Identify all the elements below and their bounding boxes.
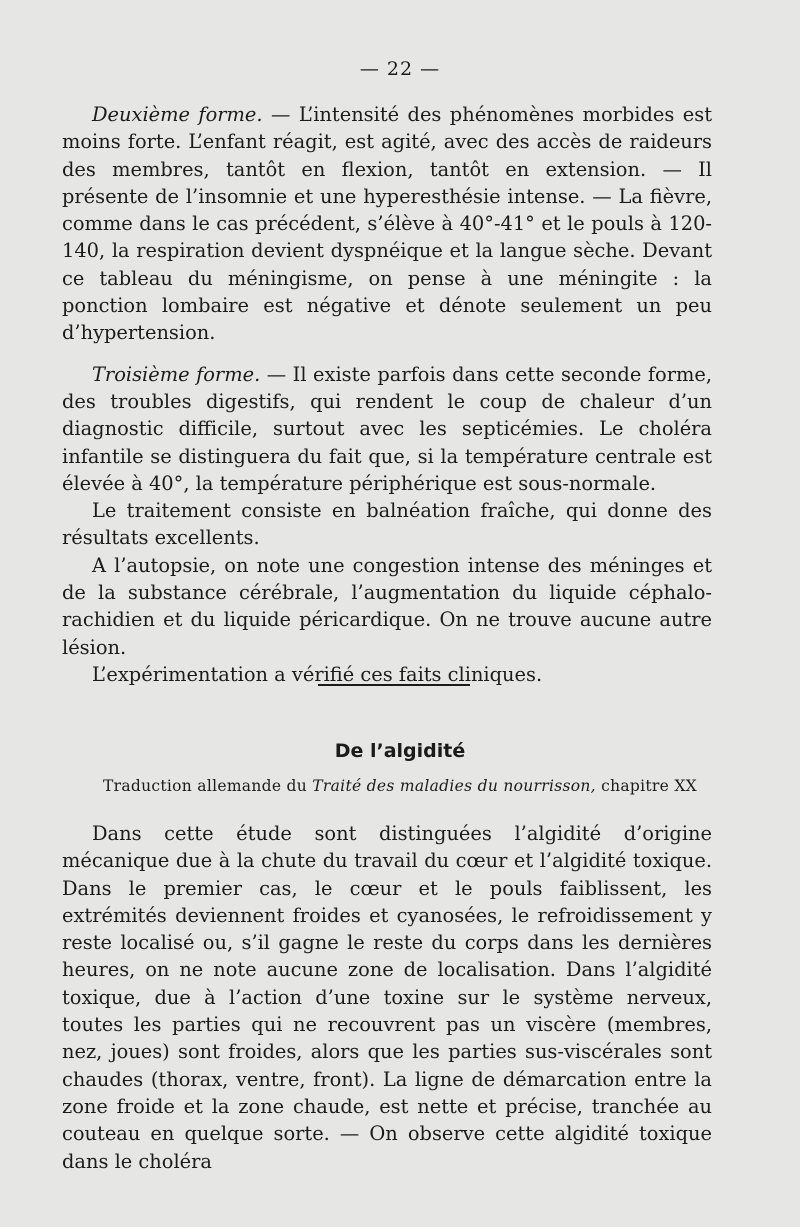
paragraph-text: — L’intensité des phénomènes morbides est moins forte. L’enfant réagit, est agité, avec des accès de raideurs des membres, tantôt en flexion, tantôt en extension. — Il présente de l’insomnie et une hyperesthésie intense. — La fièvre, comme dans le cas précédent, s’élève à 40°-41° et le pouls à 120-140, la respiration devient dyspnéique et la langue sèche. Devant ce tableau du méningisme, on pense à une méningite : la ponction lombaire est négative et dénote seulement un peu d’hypertension. (62, 103, 712, 345)
page-number: — 22 — (359, 58, 441, 80)
paragraph-experimentation: L’expérimentation a vérifié ces faits cliniques. (92, 662, 543, 686)
paragraph-autopsie: A l’autopsie, on note une congestion intense des méninges et de la substance cérébrale, l’augmentation du liquide céphalo-rachidien et du liquide péricardique. On ne trouve aucune autre lésion. (62, 553, 712, 659)
section-divider (318, 684, 470, 686)
paragraph-text: — Il existe parfois dans cette seconde forme, des troubles digestifs, qui rendent le coup de chaleur d’un diagnostic difficile, surtout avec les septicémies. Le choléra infantile se distinguera du fait que, si la température centrale est élevée à 40°, la température périphérique est sous-normale. (62, 362, 712, 495)
paragraph-traitement: Le traitement consiste en balnéation fraîche, qui donne des résultats excellents. (62, 499, 712, 550)
subtitle-prefix: Traduction allemande du (102, 777, 313, 795)
subtitle-suffix: chapitre XX (595, 777, 697, 795)
paragraph-algidite: Dans cette étude sont distinguées l’algidité d’origine mécanique due à la chute du travail du cœur et l’algidité toxique. Dans le premier cas, le cœur et le pouls faiblissent, les extrémités deviennent froides et cyanosées, le refroidissement y reste localisé ou, s’il gagne le reste du corps dans les dernières heures, on ne note aucune zone de localisation. Dans l’algidité toxique, due à l’action d’une toxine sur le système nerveux, toutes les parties qui ne recouvrent pas un viscère (membres, nez, joues) sont froides, alors que les parties sus-viscérales sont chaudes (thorax, ventre, front). La ligne de démarcation entre la zone froide et la zone chaude, est nette et précise, tranchée au couteau en quelque sorte. — On observe cette algidité toxique dans le choléra (62, 822, 712, 1173)
bottom-text-block (62, 820, 712, 1175)
paragraph-lead-italic: Troisième forme. (92, 362, 261, 386)
subtitle-work-title: Traité des maladies du nourrisson, (312, 777, 596, 795)
paragraph-lead-italic: Deuxième forme. (92, 103, 263, 126)
top-text-block (62, 101, 712, 688)
section-title: De l’algidité (334, 740, 466, 762)
paragraph-deuxieme-forme (62, 101, 712, 347)
section-subtitle (0, 777, 800, 795)
paragraph-troisieme-forme (62, 361, 712, 497)
